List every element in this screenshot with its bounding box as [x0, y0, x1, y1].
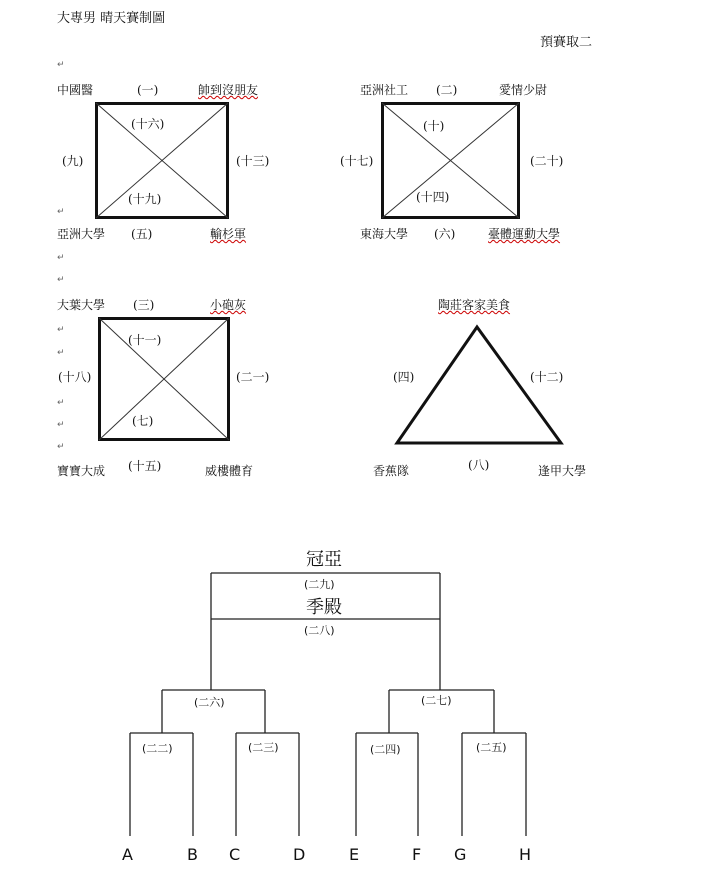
paragraph-mark: ↵ — [57, 207, 65, 217]
slot-c: C — [229, 845, 241, 864]
group3-team-top-left: 大葉大學 — [57, 298, 106, 312]
group4-team-top: 陶莊客家美食 — [438, 298, 511, 312]
document-title: 大專男 晴天賽制圖 — [57, 11, 166, 26]
paragraph-mark: ↵ — [57, 398, 65, 408]
paragraph-mark: ↵ — [57, 348, 65, 358]
group1-game-inner-bottom: (十九) — [128, 192, 162, 206]
champion-label: 冠亞 — [306, 549, 342, 570]
third-place-label: 季殿 — [306, 597, 342, 618]
group2-game-top: (二) — [436, 83, 458, 97]
group3-game-inner-bottom: (七) — [132, 414, 154, 428]
group3-team-top-right: 小砲灰 — [210, 298, 247, 312]
paragraph-mark: ↵ — [57, 275, 65, 285]
document-subtitle: 預賽取二 — [540, 35, 593, 50]
group4-game-left: (四) — [393, 370, 415, 384]
paragraph-mark: ↵ — [57, 420, 65, 430]
paragraph-mark: ↵ — [57, 253, 65, 263]
group4-game-bottom: (八) — [468, 458, 490, 472]
group4-team-bottom-right: 逢甲大學 — [538, 464, 587, 478]
group1-game-top: (一) — [137, 83, 159, 97]
slot-h: H — [519, 845, 532, 864]
quarterfinal-4-game: (二五) — [476, 741, 507, 754]
group2-game-right: (二十) — [530, 154, 564, 168]
group1-team-top-right: 帥到沒朋友 — [198, 83, 259, 97]
group4-triangle — [397, 327, 564, 443]
paragraph-mark: ↵ — [57, 442, 65, 452]
group3-team-bottom-right: 威樓體育 — [205, 464, 254, 478]
group2-team-bottom-right: 臺體運動大學 — [488, 227, 561, 241]
group2-game-left: (十七) — [340, 154, 374, 168]
champion-game: (二九) — [304, 578, 335, 591]
slot-a: A — [122, 845, 133, 864]
slot-f: F — [412, 845, 422, 864]
group4-team-bottom-left: 香蕉隊 — [373, 464, 410, 478]
group2-game-inner-top: (十) — [423, 119, 445, 133]
group2-game-inner-bottom: (十四) — [416, 190, 450, 204]
group2-game-bottom: (六) — [434, 227, 456, 241]
quarterfinal-2-game: (二三) — [248, 741, 279, 754]
group3-game-top: (三) — [133, 298, 155, 312]
quarterfinal-3-game: (二四) — [370, 743, 401, 756]
group3-team-bottom-left: 寶寶大成 — [57, 464, 106, 478]
group4-game-right: (十二) — [530, 370, 564, 384]
group3-game-bottom: (十五) — [128, 459, 162, 473]
group1-game-right: (十三) — [236, 154, 270, 168]
group1-game-left: (九) — [62, 154, 84, 168]
paragraph-mark: ↵ — [57, 325, 65, 335]
group3-game-right: (二一) — [236, 370, 270, 384]
slot-g: G — [454, 845, 467, 864]
slot-e: E — [349, 845, 360, 864]
group1-team-bottom-right: 輸杉軍 — [210, 227, 247, 241]
paragraph-mark: ↵ — [57, 60, 65, 70]
group1-game-inner-top: (十六) — [131, 117, 165, 131]
group3-game-left: (十八) — [58, 370, 92, 384]
quarterfinal-1-game: (二二) — [142, 742, 173, 755]
third-place-game: (二八) — [304, 624, 335, 637]
slot-b: B — [187, 845, 198, 864]
group3-game-inner-top: (十一) — [128, 333, 162, 347]
semifinal-right-game: (二七) — [421, 694, 452, 707]
group1-team-bottom-left: 亞洲大學 — [57, 227, 106, 241]
group2-team-top-right: 愛情少尉 — [499, 83, 548, 97]
group1-team-top-left: 中國醫 — [57, 83, 94, 97]
group2-team-top-left: 亞洲社工 — [360, 83, 409, 97]
slot-d: D — [293, 845, 306, 864]
group2-team-bottom-left: 東海大學 — [360, 227, 409, 241]
semifinal-left-game: (二六) — [194, 696, 225, 709]
group1-game-bottom: (五) — [131, 227, 153, 241]
